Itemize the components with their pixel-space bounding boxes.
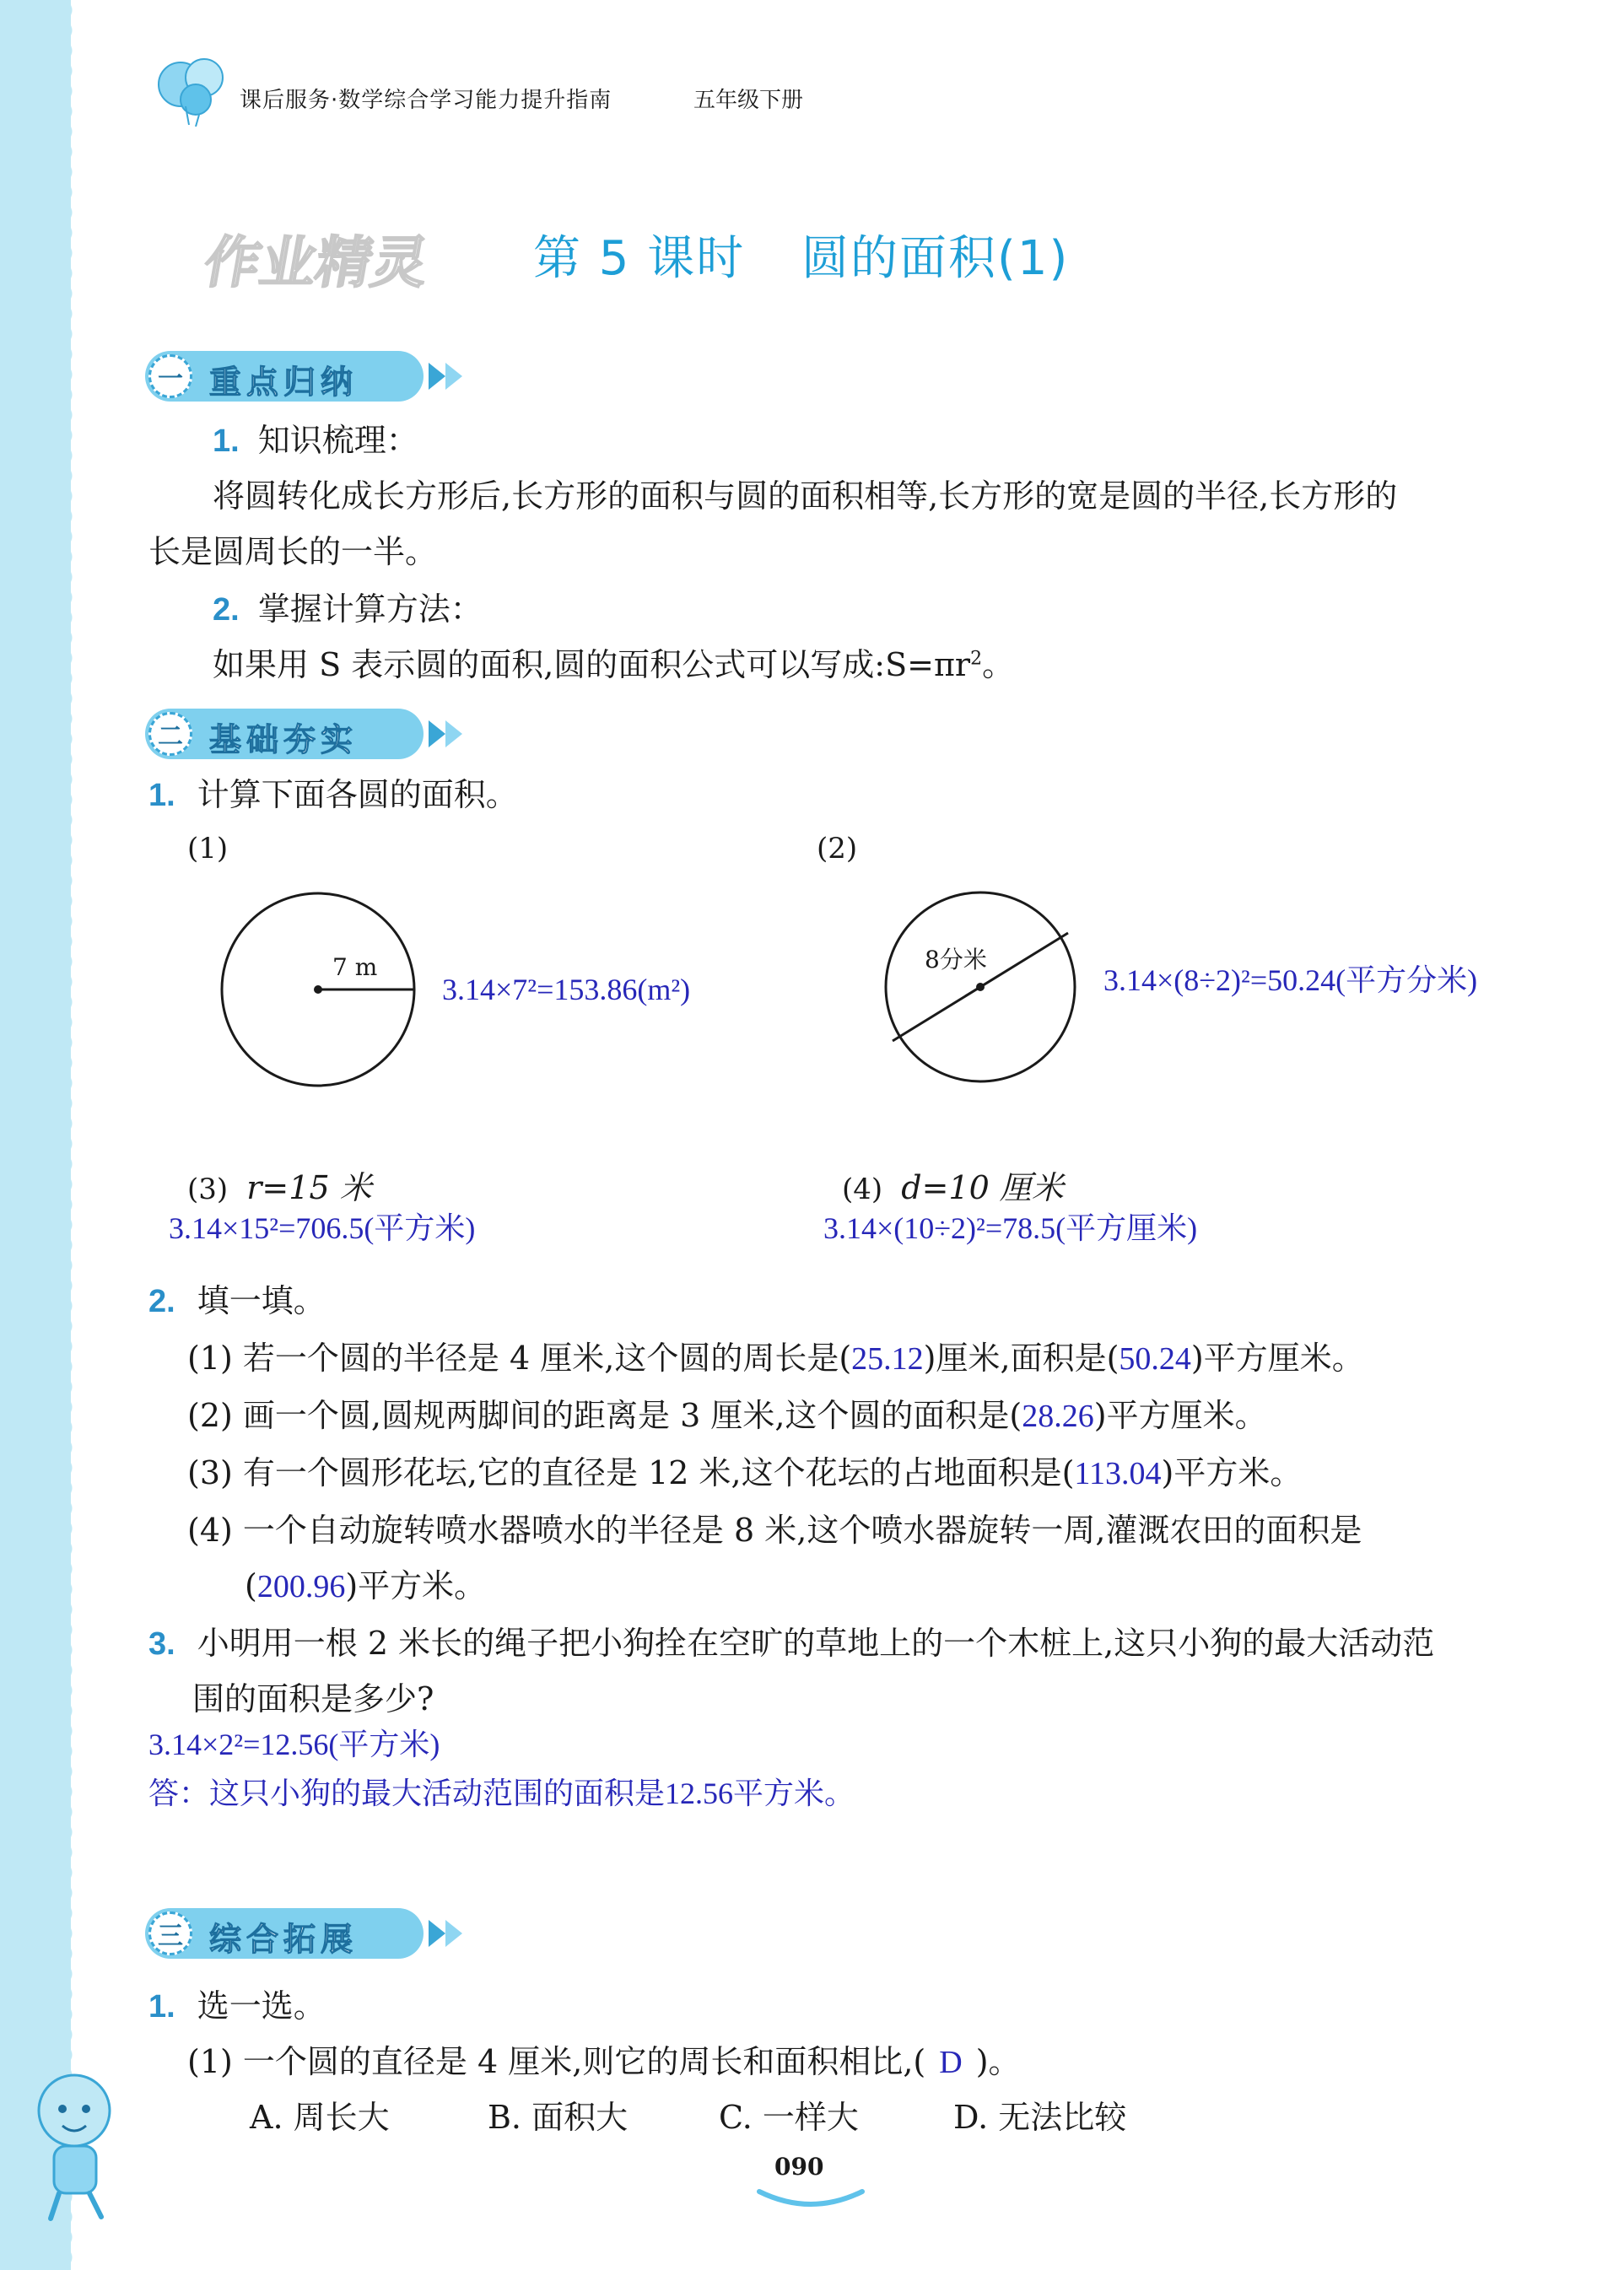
- answer-blank: 50.24: [1119, 1341, 1191, 1377]
- s1-item1-line2: 长是圆周长的一半。: [148, 533, 438, 570]
- s1-item1: [213, 422, 418, 461]
- s2-q3: [148, 1625, 1434, 1664]
- question-number: 1.: [148, 1989, 175, 2025]
- formula-exponent: 2: [970, 648, 983, 670]
- s2-q1: [148, 776, 518, 816]
- section-badge: 一: [148, 354, 192, 398]
- answer-blank: 25.12: [851, 1341, 924, 1377]
- answer-part-3: 3.14×15²=706.5(平方米): [169, 1211, 476, 1245]
- option-a: A. 周长大: [250, 2099, 390, 2136]
- circle-diagram-diameter: [882, 889, 1085, 1092]
- item-heading: 掌握计算方法：: [257, 590, 483, 628]
- cartoon-boy-icon: [25, 2058, 127, 2227]
- answer-blank: 200.96: [256, 1569, 346, 1604]
- double-arrow-icon: [429, 719, 479, 749]
- section-badge: 三: [148, 1911, 192, 1955]
- double-arrow-icon: [429, 1918, 479, 1949]
- part-label: (2): [817, 832, 858, 865]
- item-text: )平方厘米。: [1093, 1397, 1267, 1434]
- section-banner-extension: [145, 1908, 425, 1959]
- page-swoosh: [756, 2186, 866, 2212]
- item-label: (4): [187, 1512, 233, 1549]
- item-number: 2.: [213, 592, 240, 628]
- header-book-title: 课后服务·数学综合学习能力提升指南: [240, 88, 612, 113]
- s1-item2-formula: [213, 646, 1014, 685]
- part-label: (1): [187, 832, 229, 865]
- fill-item-4: [187, 1512, 1362, 1550]
- s3-q1-sub1: [187, 2043, 1021, 2083]
- section-banner-foundation: [145, 709, 425, 759]
- item-text: 一个圆的直径是 4 厘米,则它的周长和面积相比,(: [242, 2043, 926, 2080]
- option-d: D. 无法比较: [953, 2099, 1127, 2136]
- part-3: [187, 1169, 372, 1208]
- part-given: r=15 米: [246, 1169, 372, 1206]
- header-grade: 五年级下册: [693, 88, 804, 113]
- lesson-number: 第 5 课时: [533, 231, 746, 286]
- answer-choice: D: [939, 2045, 963, 2080]
- fill-item-1: [187, 1340, 1364, 1379]
- item-text: (: [245, 1567, 257, 1604]
- item-text: )平方米。: [1161, 1454, 1303, 1491]
- section-title: 综合拓展: [209, 1921, 359, 1958]
- watermark-logo: 作业精灵: [199, 230, 434, 295]
- item-text: 画一个圆,圆规两脚间的距离是 3 厘米,这个圆的面积是(: [242, 1397, 1022, 1434]
- circle-radius-label: 7 m: [332, 953, 378, 981]
- option-c: C. 一样大: [719, 2099, 859, 2136]
- item-text: 一个自动旋转喷水器喷水的半径是 8 米,这个喷水器旋转一周,灌溉农田的面积是: [242, 1512, 1362, 1549]
- item-heading: 知识梳理：: [257, 422, 418, 459]
- s2-q2: [148, 1282, 326, 1322]
- item-text: )厘米,面积是(: [923, 1340, 1120, 1377]
- item-label: (1): [187, 2043, 233, 2080]
- part-label: (4): [842, 1173, 883, 1206]
- double-arrow-icon: [429, 361, 479, 391]
- question-text: 选一选。: [197, 1987, 326, 2025]
- circle-diameter-label: 8分米: [925, 946, 987, 973]
- item-text: )平方米。: [345, 1567, 487, 1604]
- item-text: )平方厘米。: [1190, 1340, 1364, 1377]
- item-label: (3): [187, 1454, 233, 1491]
- section-banner-key-points: [145, 351, 425, 402]
- fill-item-2: [187, 1397, 1267, 1437]
- part-given: d=10 厘米: [901, 1169, 1064, 1206]
- question-text-line2: 围的面积是多少?: [192, 1680, 434, 1717]
- balloons-icon: [152, 52, 236, 128]
- section-title: 重点归纳: [209, 364, 359, 401]
- s3-q1: [148, 1987, 326, 2027]
- item-text: 若一个圆的半径是 4 厘米,这个圆的周长是(: [242, 1340, 852, 1377]
- item-label: (1): [187, 1340, 233, 1377]
- item-number: 1.: [213, 423, 240, 459]
- left-decorative-strip: [0, 0, 71, 2270]
- question-text: 小明用一根 2 米长的绳子把小狗拴在空旷的草地上的一个木桩上,这只小狗的最大活动范: [197, 1625, 1435, 1662]
- answer-blank: 28.26: [1022, 1399, 1094, 1434]
- question-text: 计算下面各圆的面积。: [197, 776, 518, 813]
- question-number: 2.: [148, 1284, 175, 1319]
- section-title: 基础夯实: [209, 721, 359, 758]
- answer-part-2: 3.14×(8÷2)²=50.24(平方分米): [1103, 963, 1478, 997]
- formula-end: 。: [982, 646, 1015, 683]
- section-badge: 二: [148, 712, 192, 756]
- answer-part-1: 3.14×7²=153.86(m²): [442, 973, 691, 1006]
- question-text: 填一填。: [197, 1282, 326, 1319]
- answer-blank: 113.04: [1074, 1456, 1162, 1491]
- lesson-topic: 圆的面积(1): [801, 231, 1070, 286]
- circle-diagram-radius: [218, 889, 420, 1092]
- option-b: B. 面积大: [488, 2099, 629, 2136]
- question-number: 1.: [148, 778, 175, 813]
- question-number: 3.: [148, 1626, 175, 1662]
- part-4: [842, 1169, 1064, 1208]
- item-text: 有一个圆形花坛,它的直径是 12 米,这个花坛的占地面积是(: [242, 1454, 1075, 1491]
- fill-item-4-line2: [245, 1567, 486, 1607]
- formula-text: 如果用 S 表示圆的面积,圆的面积公式可以写成:S=πr: [213, 646, 971, 683]
- answer-text: 答：这只小狗的最大活动范围的面积是12.56平方米。: [148, 1777, 855, 1810]
- answer-calc: 3.14×2²=12.56(平方米): [148, 1728, 440, 1761]
- page-number: 090: [774, 2153, 824, 2181]
- item-text: )。: [975, 2043, 1021, 2080]
- s1-item1-line1: 将圆转化成长方形后,长方形的面积与圆的面积相等,长方形的宽是圆的半径,长方形的: [213, 477, 1398, 515]
- strip-scallop-edge: [62, 0, 81, 2270]
- fill-item-3: [187, 1454, 1302, 1494]
- s1-item2: [213, 590, 483, 630]
- answer-part-4: 3.14×(10÷2)²=78.5(平方厘米): [823, 1211, 1198, 1245]
- part-label: (3): [187, 1173, 229, 1206]
- item-label: (2): [187, 1397, 233, 1434]
